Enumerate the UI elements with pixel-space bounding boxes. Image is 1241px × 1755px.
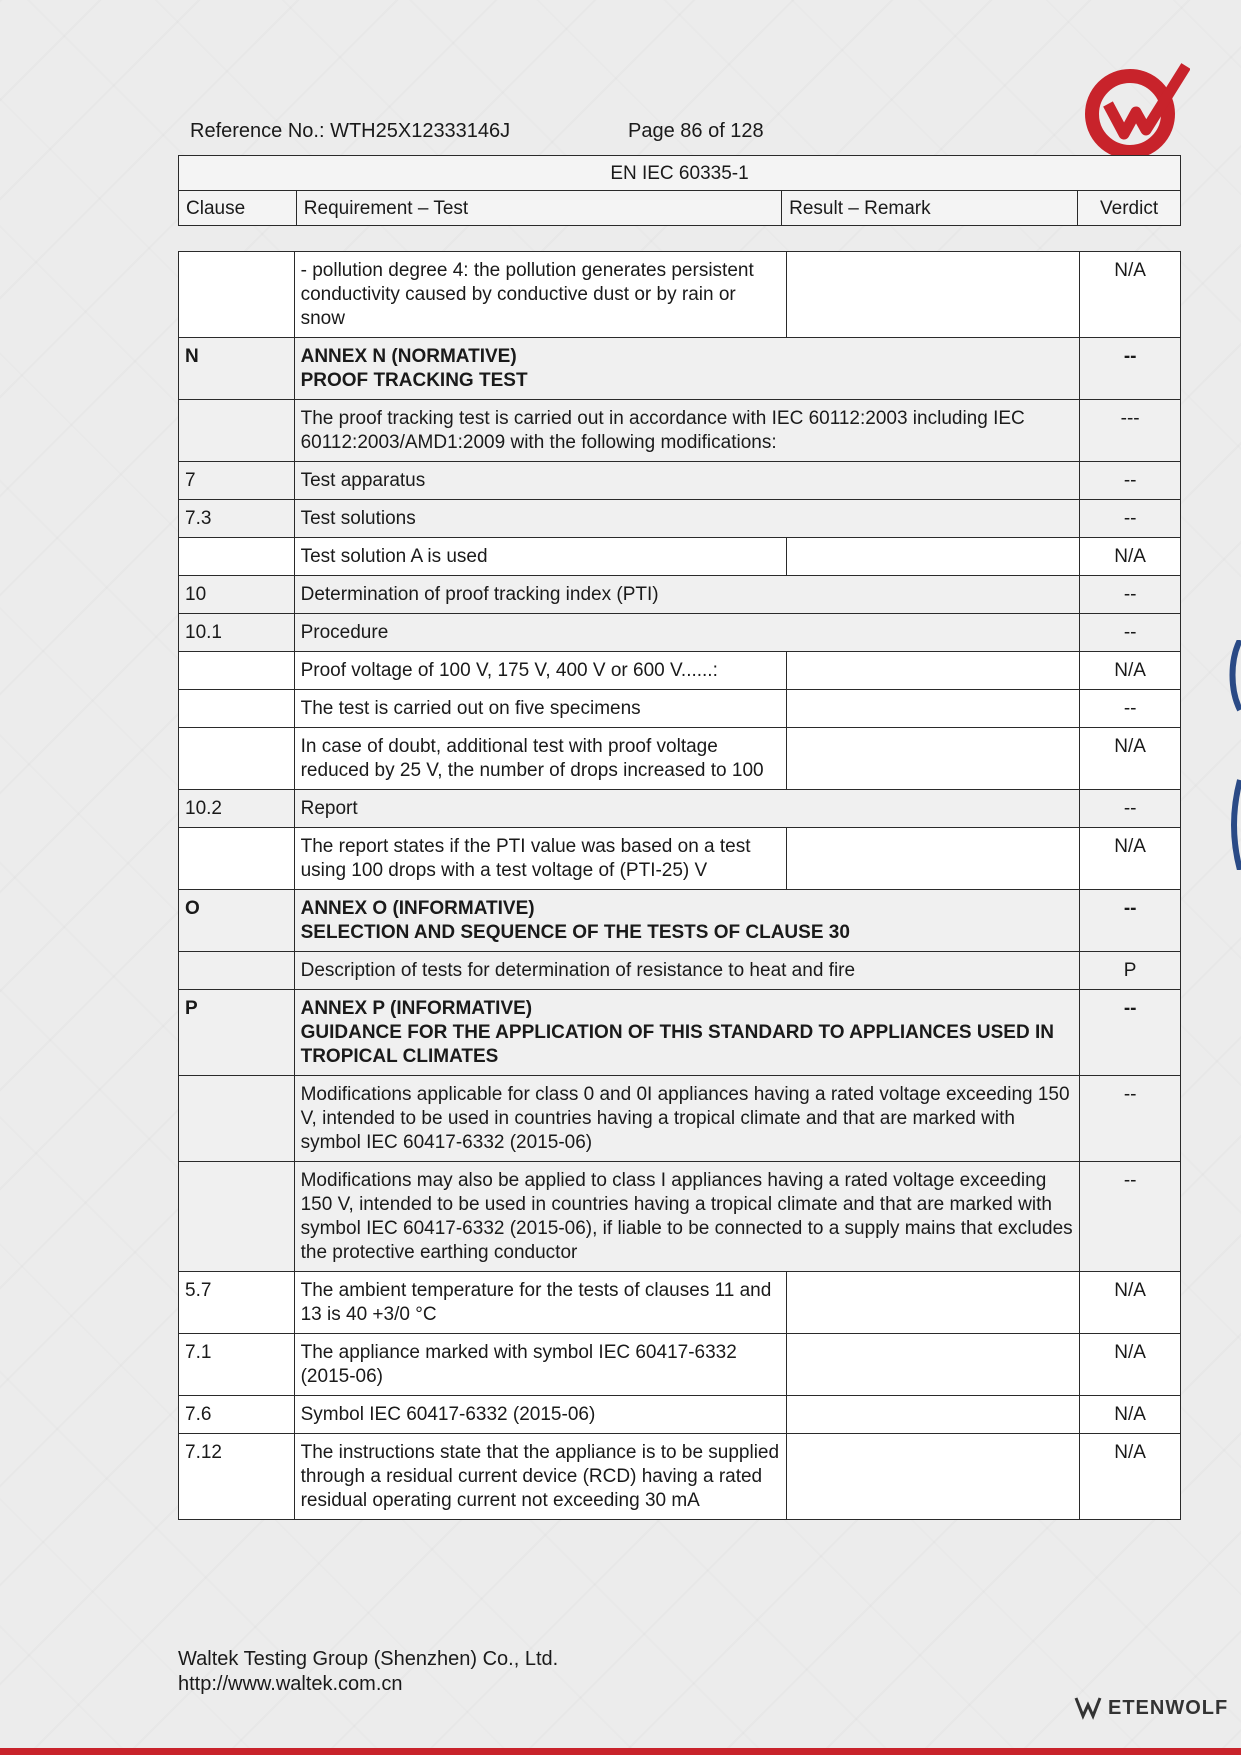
verdict-cell: --- xyxy=(1080,400,1181,462)
table-row xyxy=(179,1396,1181,1434)
annex-title-cell xyxy=(294,338,1080,400)
table-row xyxy=(179,1162,1181,1272)
table-row xyxy=(179,462,1181,500)
verdict-cell: -- xyxy=(1080,576,1181,614)
table-row xyxy=(179,614,1181,652)
clause-cell: 7.1 xyxy=(179,1334,295,1396)
footer-company: Waltek Testing Group (Shenzhen) Co., Ltd. xyxy=(178,1648,559,1670)
table-row xyxy=(179,1272,1181,1334)
clause-cell: 10 xyxy=(179,576,295,614)
etenwolf-brand xyxy=(1074,1696,1228,1720)
brand-name: ETENWOLF xyxy=(1108,1696,1229,1719)
table-row xyxy=(179,652,1181,690)
annex-subtitle: SELECTION AND SEQUENCE OF THE TESTS OF CLAUSE 30 xyxy=(300,922,850,943)
column-header-clause: Clause xyxy=(179,191,297,226)
report-header-table xyxy=(178,155,1181,226)
requirement-cell: The report states if the PTI value was based on a test using 100 drops with a test voltage of (PTI-25) V xyxy=(294,828,786,890)
verdict-cell: -- xyxy=(1080,790,1181,828)
verdict-cell: -- xyxy=(1080,690,1181,728)
annex-title: ANNEX O (INFORMATIVE) xyxy=(300,898,535,919)
annex-title-cell xyxy=(294,990,1080,1076)
result-cell xyxy=(786,690,1080,728)
table-row xyxy=(179,252,1181,338)
table-row xyxy=(179,576,1181,614)
table-row xyxy=(179,990,1181,1076)
requirement-cell: Report xyxy=(294,790,1080,828)
requirement-cell: In case of doubt, additional test with proof voltage reduced by 25 V, the number of drops increased to 100 xyxy=(294,728,786,790)
verdict-cell: -- xyxy=(1080,614,1181,652)
requirement-cell: The instructions state that the appliance is to be supplied through a residual current device (RCD) having a rated residual operating current not exceeding 30 mA xyxy=(294,1434,786,1520)
clause-cell: 7.3 xyxy=(179,500,295,538)
requirement-cell: - pollution degree 4: the pollution generates persistent conductivity caused by conductive dust or by rain or snow xyxy=(294,252,786,338)
table-row xyxy=(179,728,1181,790)
table-row xyxy=(179,500,1181,538)
requirement-cell: Modifications applicable for class 0 and 0I appliances having a rated voltage exceeding 150 V, intended to be used in countries having a tropical climate and that are marked with symbol IEC 60417-6332 (2015-06) xyxy=(294,1076,1080,1162)
requirement-cell: Proof voltage of 100 V, 175 V, 400 V or 600 V......: xyxy=(294,652,786,690)
requirement-cell: Test apparatus xyxy=(294,462,1080,500)
table-row xyxy=(179,828,1181,890)
verdict-cell: N/A xyxy=(1080,1272,1181,1334)
table-row xyxy=(179,1434,1181,1520)
requirement-cell: Modifications may also be applied to class I appliances having a rated voltage exceeding 150 V, intended to be used in countries having a tropical climate and that are marked with symbol IEC 60417-6332 (2015-06), if liable to be connected to a supply mains that excludes the protective earthing conductor xyxy=(294,1162,1080,1272)
clause-cell: 10.1 xyxy=(179,614,295,652)
verdict-cell: N/A xyxy=(1080,728,1181,790)
clause-cell: 10.2 xyxy=(179,790,295,828)
column-header-verdict: Verdict xyxy=(1078,191,1181,226)
side-seal-mark-icon xyxy=(1226,640,1241,870)
result-cell xyxy=(786,1434,1080,1520)
requirement-cell: The test is carried out on five specimens xyxy=(294,690,786,728)
clause-cell xyxy=(179,728,295,790)
column-header-requirement: Requirement – Test xyxy=(296,191,781,226)
table-row xyxy=(179,338,1181,400)
result-cell xyxy=(786,1272,1080,1334)
verdict-cell: -- xyxy=(1080,990,1181,1076)
verdict-cell: N/A xyxy=(1080,1334,1181,1396)
verdict-cell: P xyxy=(1080,952,1181,990)
requirement-cell: Test solutions xyxy=(294,500,1080,538)
table-row xyxy=(179,790,1181,828)
verdict-cell: -- xyxy=(1080,462,1181,500)
table-row xyxy=(179,890,1181,952)
clause-cell xyxy=(179,1162,295,1272)
requirement-cell: Procedure xyxy=(294,614,1080,652)
clause-table xyxy=(178,251,1181,1520)
verdict-cell: -- xyxy=(1080,1076,1181,1162)
clause-cell: N xyxy=(179,338,295,400)
requirement-cell: Determination of proof tracking index (PTI) xyxy=(294,576,1080,614)
verdict-cell: N/A xyxy=(1080,538,1181,576)
verdict-cell: -- xyxy=(1080,338,1181,400)
requirement-cell: The appliance marked with symbol IEC 60417-6332 (2015-06) xyxy=(294,1334,786,1396)
table-row xyxy=(179,1334,1181,1396)
requirement-cell: The ambient temperature for the tests of clauses 11 and 13 is 40 +3/0 °C xyxy=(294,1272,786,1334)
verdict-cell: N/A xyxy=(1080,1434,1181,1520)
clause-cell: 7 xyxy=(179,462,295,500)
clause-cell xyxy=(179,652,295,690)
annex-title: ANNEX P (INFORMATIVE) xyxy=(300,998,533,1019)
verdict-cell: N/A xyxy=(1080,828,1181,890)
annex-subtitle: GUIDANCE FOR THE APPLICATION OF THIS STANDARD TO APPLIANCES USED IN TROPICAL CLIMATES xyxy=(300,1022,1054,1067)
clause-cell xyxy=(179,828,295,890)
verdict-cell: N/A xyxy=(1080,1396,1181,1434)
table-row xyxy=(179,400,1181,462)
clause-cell xyxy=(179,952,295,990)
verdict-cell: N/A xyxy=(1080,652,1181,690)
standard-title: EN IEC 60335-1 xyxy=(179,156,1181,191)
annex-title-cell xyxy=(294,890,1080,952)
result-cell xyxy=(786,728,1080,790)
result-cell xyxy=(786,252,1080,338)
verdict-cell: -- xyxy=(1080,500,1181,538)
clause-cell: 7.6 xyxy=(179,1396,295,1434)
requirement-cell: The proof tracking test is carried out in accordance with IEC 60112:2003 including IEC 60112:2003/AMD1:2009 with the following modifications: xyxy=(294,400,1080,462)
page-number: Page 86 of 128 xyxy=(628,120,764,142)
clause-cell: P xyxy=(179,990,295,1076)
table-row xyxy=(179,690,1181,728)
table-row xyxy=(179,952,1181,990)
requirement-cell: Symbol IEC 60417-6332 (2015-06) xyxy=(294,1396,786,1434)
result-cell xyxy=(786,1334,1080,1396)
clause-cell: 5.7 xyxy=(179,1272,295,1334)
bottom-accent-bar xyxy=(0,1748,1241,1755)
clause-cell xyxy=(179,690,295,728)
clause-cell xyxy=(179,400,295,462)
annex-subtitle: PROOF TRACKING TEST xyxy=(300,370,528,391)
footer-url-link[interactable]: http://www.waltek.com.cn xyxy=(178,1673,403,1695)
clause-cell xyxy=(179,252,295,338)
reference-number: Reference No.: WTH25X12333146J xyxy=(190,120,511,142)
result-cell xyxy=(786,652,1080,690)
clause-cell xyxy=(179,538,295,576)
requirement-cell: Description of tests for determination of resistance to heat and fire xyxy=(294,952,1080,990)
requirement-cell: Test solution A is used xyxy=(294,538,786,576)
etenwolf-logo-icon xyxy=(1074,1696,1102,1720)
clause-cell: O xyxy=(179,890,295,952)
waltek-logo-icon xyxy=(1078,62,1190,160)
table-row xyxy=(179,1076,1181,1162)
verdict-cell: -- xyxy=(1080,890,1181,952)
verdict-cell: -- xyxy=(1080,1162,1181,1272)
result-cell xyxy=(786,1396,1080,1434)
table-row xyxy=(179,538,1181,576)
result-cell xyxy=(786,828,1080,890)
clause-cell: 7.12 xyxy=(179,1434,295,1520)
column-header-result: Result – Remark xyxy=(782,191,1078,226)
clause-cell xyxy=(179,1076,295,1162)
verdict-cell: N/A xyxy=(1080,252,1181,338)
result-cell xyxy=(786,538,1080,576)
annex-title: ANNEX N (NORMATIVE) xyxy=(300,346,517,367)
